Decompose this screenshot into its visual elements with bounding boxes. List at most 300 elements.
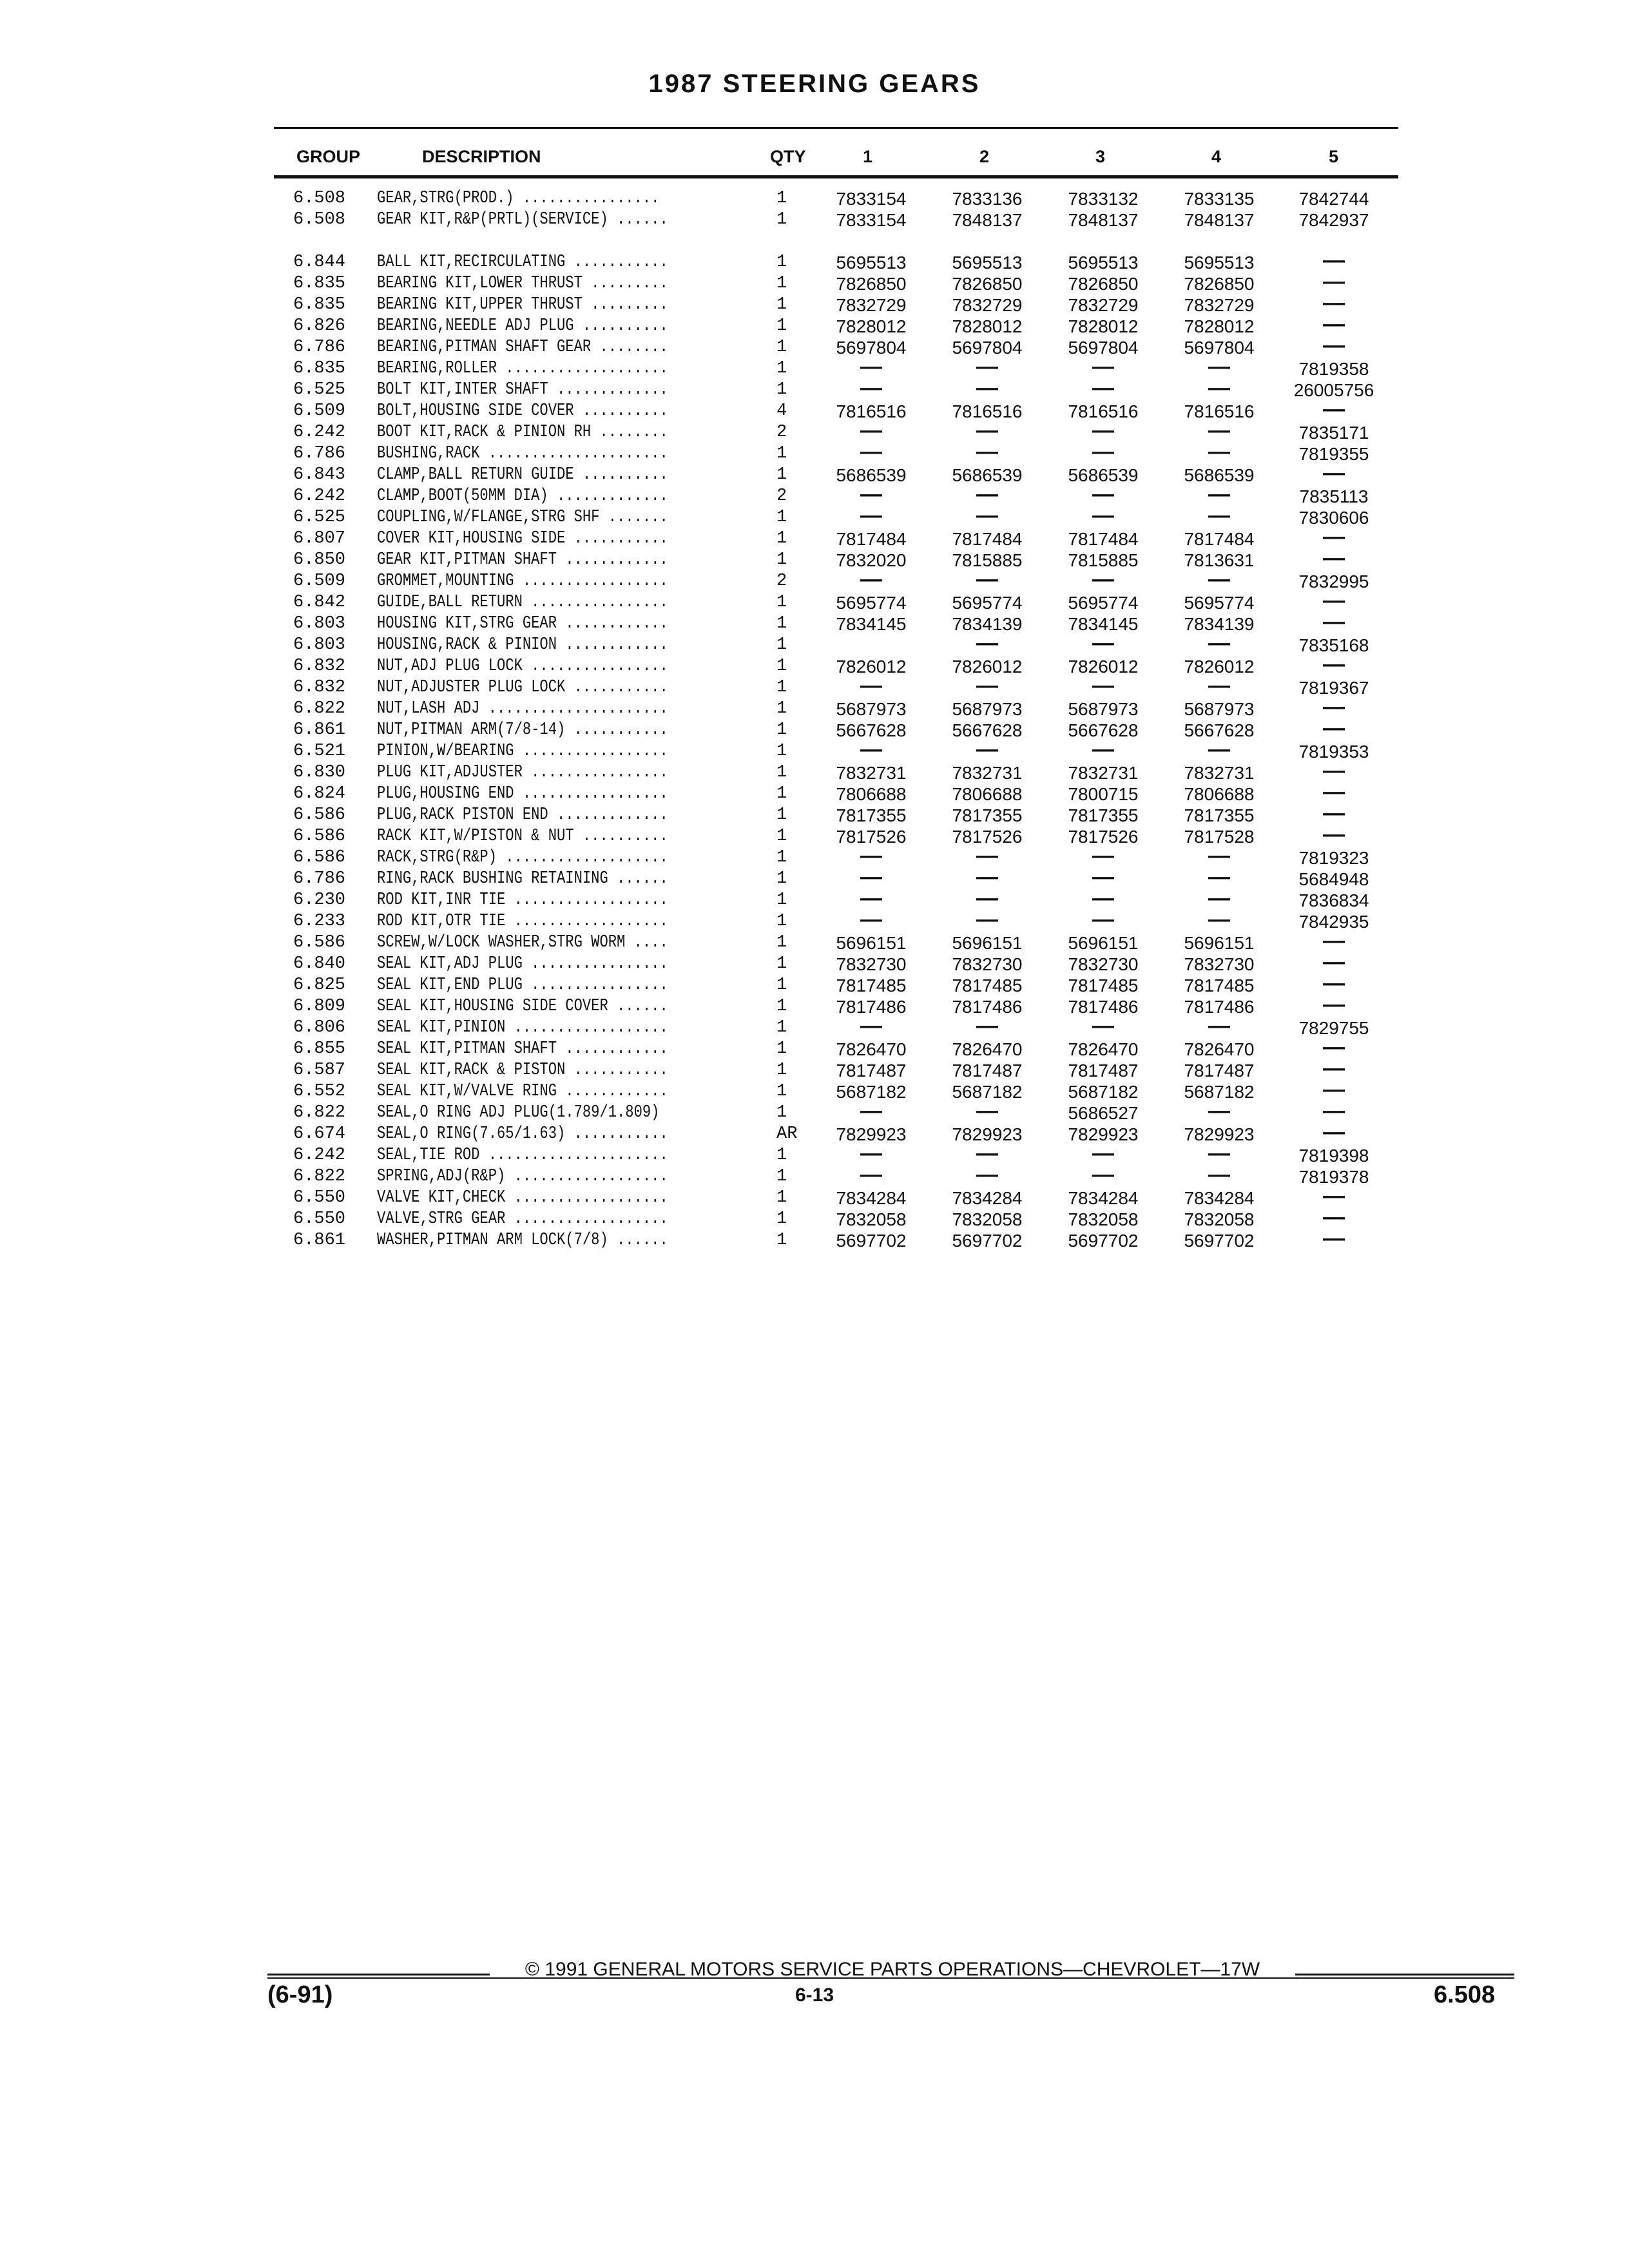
part-description: GEAR,STRG(PROD.) ................ xyxy=(377,189,660,208)
part-number-col-1: — xyxy=(860,865,882,889)
part-number-col-4: 7826012 xyxy=(1184,657,1255,677)
part-number-col-4: — xyxy=(1208,631,1230,655)
quantity: 1 xyxy=(776,954,787,974)
part-number-col-4: — xyxy=(1208,673,1230,698)
part-number-col-5: — xyxy=(1323,248,1345,273)
group-code: 6.552 xyxy=(293,1082,346,1101)
part-number-col-3: 7832731 xyxy=(1068,763,1139,783)
part-number-col-4: 7829923 xyxy=(1184,1124,1255,1144)
part-number-col-5: — xyxy=(1323,546,1345,570)
footer-rule-left xyxy=(267,1974,490,1975)
table-row xyxy=(0,209,1629,231)
part-number-col-5: 7836834 xyxy=(1298,890,1369,910)
group-code: 6.586 xyxy=(293,805,346,825)
group-code: 6.822 xyxy=(293,1103,346,1122)
part-number-col-5: — xyxy=(1323,801,1345,825)
part-number-col-5: 7832995 xyxy=(1298,572,1369,591)
part-number-col-2: — xyxy=(976,631,998,655)
part-number-col-1: 7817486 xyxy=(836,997,907,1017)
quantity: 1 xyxy=(776,1103,787,1122)
part-number-col-2: — xyxy=(976,865,998,889)
part-number-col-3: 5697804 xyxy=(1068,338,1139,358)
part-number-col-2: — xyxy=(976,673,998,698)
group-code: 6.861 xyxy=(293,1231,346,1250)
table-row xyxy=(0,291,1629,316)
group-code: 6.786 xyxy=(293,869,346,889)
part-number-col-4: 7828012 xyxy=(1184,316,1255,336)
header-description: DESCRIPTION xyxy=(422,147,541,166)
group-code: 6.674 xyxy=(293,1124,346,1144)
quantity: 1 xyxy=(776,975,787,995)
part-number-col-4: 7817355 xyxy=(1184,805,1255,825)
part-number-col-4: — xyxy=(1208,354,1230,379)
header-col-4: 4 xyxy=(1211,147,1222,166)
table-row xyxy=(0,333,1629,358)
group-code: 6.824 xyxy=(293,784,346,803)
part-number-col-4: — xyxy=(1208,1162,1230,1187)
group-code: 6.233 xyxy=(293,912,346,931)
part-number-col-3: — xyxy=(1092,567,1114,591)
part-number-col-5: 7819323 xyxy=(1298,848,1369,868)
group-code: 6.855 xyxy=(293,1039,346,1059)
part-number-col-5: — xyxy=(1323,1077,1345,1102)
quantity: 1 xyxy=(776,1061,787,1080)
part-description: BUSHING,RACK ..................... xyxy=(377,444,668,463)
part-number-col-4: 7833135 xyxy=(1184,189,1255,209)
quantity: 1 xyxy=(776,890,787,910)
part-number-col-1: 7832731 xyxy=(836,763,907,783)
part-description: RING,RACK BUSHING RETAINING ...... xyxy=(377,869,668,889)
part-description: SEAL KIT,HOUSING SIDE COVER ...... xyxy=(377,997,668,1016)
part-number-col-1: 7817526 xyxy=(836,827,907,847)
part-number-col-5: — xyxy=(1323,1099,1345,1123)
part-number-col-5: — xyxy=(1323,1226,1345,1251)
part-number-col-4: 7826850 xyxy=(1184,274,1255,294)
part-number-col-3: 7815885 xyxy=(1068,550,1139,570)
part-number-col-5: — xyxy=(1323,588,1345,613)
part-number-col-3: 7832058 xyxy=(1068,1209,1139,1229)
part-number-col-1: 7834145 xyxy=(836,614,907,634)
part-description: RACK,STRG(R&P) ................... xyxy=(377,848,668,867)
group-code: 6.835 xyxy=(293,274,346,293)
part-description: COVER KIT,HOUSING SIDE ........... xyxy=(377,529,668,548)
part-description: GEAR KIT,R&P(PRTL)(SERVICE) ...... xyxy=(377,210,668,229)
quantity: 1 xyxy=(776,699,787,718)
part-number-col-1: — xyxy=(860,1014,882,1038)
part-number-col-1: — xyxy=(860,907,882,932)
group-code: 6.230 xyxy=(293,890,346,910)
part-number-col-2: — xyxy=(976,843,998,868)
part-number-col-1: 7826850 xyxy=(836,274,907,294)
group-code: 6.525 xyxy=(293,508,346,527)
table-row xyxy=(0,1056,1629,1081)
part-number-col-4: — xyxy=(1208,1099,1230,1123)
part-number-col-3: — xyxy=(1092,503,1114,528)
quantity: 1 xyxy=(776,316,787,336)
quantity: 1 xyxy=(776,253,787,272)
part-number-col-1: 7832058 xyxy=(836,1209,907,1229)
part-number-col-4: 7817484 xyxy=(1184,529,1255,549)
part-number-col-1: — xyxy=(860,1099,882,1123)
part-number-col-1: 7833154 xyxy=(836,189,907,209)
part-number-col-5: 7835171 xyxy=(1298,423,1369,443)
part-number-col-4: 5697702 xyxy=(1184,1231,1255,1251)
part-number-col-1: 7829923 xyxy=(836,1124,907,1144)
quantity: 1 xyxy=(776,635,787,655)
quantity: 1 xyxy=(776,359,787,378)
table-row xyxy=(0,737,1629,762)
part-description: SEAL,O RING(7.65/1.63) ........... xyxy=(377,1124,668,1144)
part-description: BOLT KIT,INTER SHAFT ............. xyxy=(377,380,668,399)
part-number-col-3: 5686539 xyxy=(1068,465,1139,485)
part-number-col-3: — xyxy=(1092,439,1114,464)
header-col-2: 2 xyxy=(979,147,990,166)
header-bottom-rule xyxy=(274,175,1398,178)
part-number-col-2: 7817526 xyxy=(952,827,1023,847)
group-code: 6.586 xyxy=(293,827,346,846)
part-number-col-3: 7834284 xyxy=(1068,1188,1139,1208)
part-description: PINION,W/BEARING ................. xyxy=(377,742,668,761)
part-number-col-2: 5695513 xyxy=(952,253,1023,273)
part-number-col-1: 5687182 xyxy=(836,1082,907,1102)
table-row xyxy=(0,1205,1629,1230)
part-number-col-3: — xyxy=(1092,376,1114,400)
table-row xyxy=(0,780,1629,805)
part-description: NUT,ADJ PLUG LOCK ................ xyxy=(377,657,668,676)
part-number-col-5: — xyxy=(1323,928,1345,953)
quantity: 1 xyxy=(776,593,787,612)
group-code: 6.508 xyxy=(293,189,346,208)
part-description: SEAL KIT,END PLUG ................ xyxy=(377,975,668,995)
part-number-col-5: 7819355 xyxy=(1298,444,1369,464)
header-top-rule xyxy=(274,127,1398,129)
part-number-col-1: 7834284 xyxy=(836,1188,907,1208)
part-number-col-1: — xyxy=(860,376,882,400)
table-row xyxy=(0,1077,1629,1102)
part-number-col-2: 7817487 xyxy=(952,1061,1023,1081)
footer-rule-right xyxy=(1295,1974,1514,1975)
quantity: 1 xyxy=(776,614,787,633)
part-number-col-3: 7834145 xyxy=(1068,614,1139,634)
table-row xyxy=(0,269,1629,294)
group-code: 6.587 xyxy=(293,1061,346,1080)
group-code: 6.843 xyxy=(293,465,346,485)
table-row xyxy=(0,248,1629,273)
part-number-col-3: 5686527 xyxy=(1068,1103,1139,1123)
part-number-col-2: 7834284 xyxy=(952,1188,1023,1208)
part-description: BALL KIT,RECIRCULATING ........... xyxy=(377,253,668,272)
part-number-col-3: 7833132 xyxy=(1068,189,1139,209)
part-number-col-4: 7848137 xyxy=(1184,210,1255,230)
quantity: 1 xyxy=(776,1146,787,1165)
part-number-col-5: — xyxy=(1323,971,1345,995)
quantity: 1 xyxy=(776,550,787,570)
part-number-col-3: — xyxy=(1092,673,1114,698)
part-number-col-1: — xyxy=(860,886,882,910)
part-number-col-5: — xyxy=(1323,1120,1345,1144)
part-number-col-4: — xyxy=(1208,482,1230,506)
date-code: (6-91) xyxy=(267,1981,333,2008)
quantity: 1 xyxy=(776,742,787,761)
table-row xyxy=(0,354,1629,380)
part-number-col-4: 7817485 xyxy=(1184,975,1255,995)
part-description: NUT,PITMAN ARM(7/8-14) ........... xyxy=(377,720,668,740)
part-number-col-1: — xyxy=(860,439,882,464)
group-code: 6.242 xyxy=(293,423,346,442)
part-description: COUPLING,W/FLANGE,STRG SHF ....... xyxy=(377,508,668,527)
part-number-col-5: — xyxy=(1323,269,1345,294)
part-description: SEAL KIT,RACK & PISTON ........... xyxy=(377,1061,668,1080)
table-row xyxy=(0,1014,1629,1039)
part-description: BEARING,PITMAN SHAFT GEAR ........ xyxy=(377,338,668,357)
table-row xyxy=(0,1141,1629,1166)
table-row xyxy=(0,652,1629,677)
part-number-col-4: 7816516 xyxy=(1184,401,1255,421)
quantity: 1 xyxy=(776,189,787,208)
group-code: 6.850 xyxy=(293,550,346,570)
part-number-col-3: 7817355 xyxy=(1068,805,1139,825)
quantity: 1 xyxy=(776,465,787,485)
part-number-col-4: 5695774 xyxy=(1184,593,1255,613)
part-number-col-5: 7842935 xyxy=(1298,912,1369,932)
part-description: NUT,ADJUSTER PLUG LOCK ........... xyxy=(377,678,668,697)
part-number-col-3: 7817484 xyxy=(1068,529,1139,549)
table-row xyxy=(0,588,1629,613)
part-number-col-5: 7829755 xyxy=(1298,1018,1369,1038)
part-number-col-2: 5686539 xyxy=(952,465,1023,485)
quantity: 1 xyxy=(776,508,787,527)
part-number-col-3: 7817526 xyxy=(1068,827,1139,847)
table-row xyxy=(0,1226,1629,1251)
part-number-col-1: 5667628 xyxy=(836,720,907,740)
part-number-col-4: 7832730 xyxy=(1184,954,1255,974)
part-number-col-5: — xyxy=(1323,333,1345,358)
header-col-1: 1 xyxy=(863,147,873,166)
footer-rule-full xyxy=(267,1977,1514,1979)
part-number-col-1: — xyxy=(860,1141,882,1166)
header-col-3: 3 xyxy=(1095,147,1106,166)
quantity: 1 xyxy=(776,657,787,676)
part-number-col-5: — xyxy=(1323,610,1345,634)
part-description: SEAL,O RING ADJ PLUG(1.789/1.809) xyxy=(377,1103,668,1122)
part-number-col-1: 7833154 xyxy=(836,210,907,230)
part-number-col-5: — xyxy=(1323,822,1345,847)
part-description: VALVE KIT,CHECK .................. xyxy=(377,1188,668,1207)
table-row xyxy=(0,376,1629,401)
part-number-col-2: 7832730 xyxy=(952,954,1023,974)
table-row xyxy=(0,524,1629,550)
group-code: 6.550 xyxy=(293,1188,346,1207)
part-number-col-5: 7842937 xyxy=(1298,210,1369,230)
part-description: SEAL KIT,W/VALVE RING ............ xyxy=(377,1082,668,1101)
part-number-col-4: 7826470 xyxy=(1184,1039,1255,1059)
table-row xyxy=(0,950,1629,975)
part-number-col-3: 7832730 xyxy=(1068,954,1139,974)
part-number-col-2: 7833136 xyxy=(952,189,1023,209)
quantity: 4 xyxy=(776,401,787,421)
part-number-col-5: 5684948 xyxy=(1298,869,1369,889)
part-number-col-3: — xyxy=(1092,886,1114,910)
part-number-col-1: 7817355 xyxy=(836,805,907,825)
part-number-col-3: — xyxy=(1092,907,1114,932)
part-number-col-4: — xyxy=(1208,503,1230,528)
section-code: 6.508 xyxy=(1434,1981,1496,2008)
table-row xyxy=(0,695,1629,720)
part-number-col-2: — xyxy=(976,376,998,400)
part-number-col-1: — xyxy=(860,1162,882,1187)
group-code: 6.861 xyxy=(293,720,346,740)
part-description: GUIDE,BALL RETURN ................ xyxy=(377,593,668,612)
part-description: RACK KIT,W/PISTON & NUT .......... xyxy=(377,827,668,846)
table-row xyxy=(0,992,1629,1017)
part-number-col-2: — xyxy=(976,737,998,762)
table-row xyxy=(0,610,1629,635)
part-number-col-2: 7828012 xyxy=(952,316,1023,336)
part-number-col-3: 7816516 xyxy=(1068,401,1139,421)
part-number-col-1: 7832020 xyxy=(836,550,907,570)
part-number-col-4: 7834284 xyxy=(1184,1188,1255,1208)
table-row xyxy=(0,482,1629,507)
quantity: 1 xyxy=(776,848,787,867)
quantity: 1 xyxy=(776,933,787,952)
part-number-col-4: — xyxy=(1208,1141,1230,1166)
part-description: WASHER,PITMAN ARM LOCK(7/8) ...... xyxy=(377,1231,668,1250)
part-number-col-5: 7819353 xyxy=(1298,742,1369,762)
part-number-col-3: 5695774 xyxy=(1068,593,1139,613)
part-number-col-1: 7806688 xyxy=(836,784,907,804)
group-code: 6.509 xyxy=(293,572,346,591)
part-description: ROD KIT,INR TIE .................. xyxy=(377,890,668,910)
quantity: AR xyxy=(776,1124,798,1144)
table-row xyxy=(0,758,1629,783)
table-row xyxy=(0,1184,1629,1209)
part-number-col-5: — xyxy=(1323,1184,1345,1208)
quantity: 1 xyxy=(776,444,787,463)
table-row xyxy=(0,418,1629,443)
part-number-col-3: 5667628 xyxy=(1068,720,1139,740)
part-number-col-3: — xyxy=(1092,737,1114,762)
group-code: 6.840 xyxy=(293,954,346,974)
quantity: 1 xyxy=(776,210,787,229)
part-number-col-4: — xyxy=(1208,567,1230,591)
part-number-col-4: 7806688 xyxy=(1184,784,1255,804)
part-number-col-2: — xyxy=(976,886,998,910)
part-number-col-2: 7817355 xyxy=(952,805,1023,825)
part-description: ROD KIT,OTR TIE .................. xyxy=(377,912,668,931)
part-number-col-3: — xyxy=(1092,354,1114,379)
part-number-col-3: 5696151 xyxy=(1068,933,1139,953)
table-row xyxy=(0,567,1629,592)
group-code: 6.521 xyxy=(293,742,346,761)
part-description: SEAL KIT,ADJ PLUG ................ xyxy=(377,954,668,974)
part-number-col-1: 5696151 xyxy=(836,933,907,953)
part-number-col-3: 7826850 xyxy=(1068,274,1139,294)
group-code: 6.844 xyxy=(293,253,346,272)
quantity: 1 xyxy=(776,720,787,740)
part-description: HOUSING,RACK & PINION ............ xyxy=(377,635,668,655)
part-number-col-4: 5687182 xyxy=(1184,1082,1255,1102)
table-row xyxy=(0,928,1629,954)
group-code: 6.242 xyxy=(293,486,346,506)
part-number-col-5: — xyxy=(1323,291,1345,315)
table-row xyxy=(0,716,1629,741)
group-code: 6.822 xyxy=(293,1167,346,1186)
part-description: SEAL KIT,PITMAN SHAFT ............ xyxy=(377,1039,668,1059)
part-number-col-3: — xyxy=(1092,1162,1114,1187)
quantity: 1 xyxy=(776,338,787,357)
part-description: BEARING KIT,LOWER THRUST ......... xyxy=(377,274,668,293)
group-code: 6.832 xyxy=(293,678,346,697)
group-code: 6.508 xyxy=(293,210,346,229)
part-number-col-5: 7819398 xyxy=(1298,1146,1369,1166)
part-number-col-4: 5695513 xyxy=(1184,253,1255,273)
table-row xyxy=(0,439,1629,465)
part-description: GROMMET,MOUNTING ................. xyxy=(377,572,668,591)
part-number-col-2: 7832058 xyxy=(952,1209,1023,1229)
quantity: 1 xyxy=(776,380,787,399)
quantity: 1 xyxy=(776,295,787,314)
part-number-col-4: — xyxy=(1208,737,1230,762)
part-number-col-4: 5696151 xyxy=(1184,933,1255,953)
part-number-col-1: 5686539 xyxy=(836,465,907,485)
part-number-col-4: 7813631 xyxy=(1184,550,1255,570)
part-number-col-3: 7817485 xyxy=(1068,975,1139,995)
part-number-col-1: 7828012 xyxy=(836,316,907,336)
part-number-col-5: 7835113 xyxy=(1299,486,1369,506)
quantity: 1 xyxy=(776,1039,787,1059)
part-number-col-3: 7817486 xyxy=(1068,997,1139,1017)
part-number-col-4: 5697804 xyxy=(1184,338,1255,358)
quantity: 2 xyxy=(776,423,787,442)
part-number-col-5: — xyxy=(1323,780,1345,804)
part-number-col-1: 5697804 xyxy=(836,338,907,358)
part-description: NUT,LASH ADJ ..................... xyxy=(377,699,668,718)
part-number-col-2: 7817486 xyxy=(952,997,1023,1017)
part-description: SEAL KIT,PINION .................. xyxy=(377,1018,668,1037)
part-number-col-4: 5687973 xyxy=(1184,699,1255,719)
group-code: 6.832 xyxy=(293,657,346,676)
part-number-col-2: 7826850 xyxy=(952,274,1023,294)
group-code: 6.242 xyxy=(293,1146,346,1165)
part-number-col-2: 7816516 xyxy=(952,401,1023,421)
part-number-col-3: — xyxy=(1092,1014,1114,1038)
part-number-col-2: 7834139 xyxy=(952,614,1023,634)
table-row xyxy=(0,397,1629,422)
quantity: 1 xyxy=(776,274,787,293)
table-row xyxy=(0,801,1629,826)
part-number-col-5: — xyxy=(1323,716,1345,740)
table-row xyxy=(0,673,1629,698)
quantity: 1 xyxy=(776,912,787,931)
quantity: 1 xyxy=(776,529,787,548)
part-number-col-3: — xyxy=(1092,631,1114,655)
part-number-col-2: — xyxy=(976,907,998,932)
quantity: 1 xyxy=(776,1082,787,1101)
quantity: 1 xyxy=(776,1167,787,1186)
part-number-col-4: 7832729 xyxy=(1184,295,1255,315)
copyright-text: © 1991 GENERAL MOTORS SERVICE PARTS OPERATIONS—CHEVROLET—17W xyxy=(525,1959,1260,1980)
part-number-col-1: — xyxy=(860,843,882,868)
group-code: 6.509 xyxy=(293,401,346,421)
part-number-col-2: 7832731 xyxy=(952,763,1023,783)
part-number-col-3: — xyxy=(1092,843,1114,868)
part-number-col-3: — xyxy=(1092,418,1114,443)
part-number-col-4: 7817528 xyxy=(1184,827,1255,847)
part-number-col-2: 5696151 xyxy=(952,933,1023,953)
part-description: BOOT KIT,RACK & PINION RH ........ xyxy=(377,423,668,442)
group-code: 6.809 xyxy=(293,997,346,1016)
part-number-col-1: — xyxy=(860,354,882,379)
